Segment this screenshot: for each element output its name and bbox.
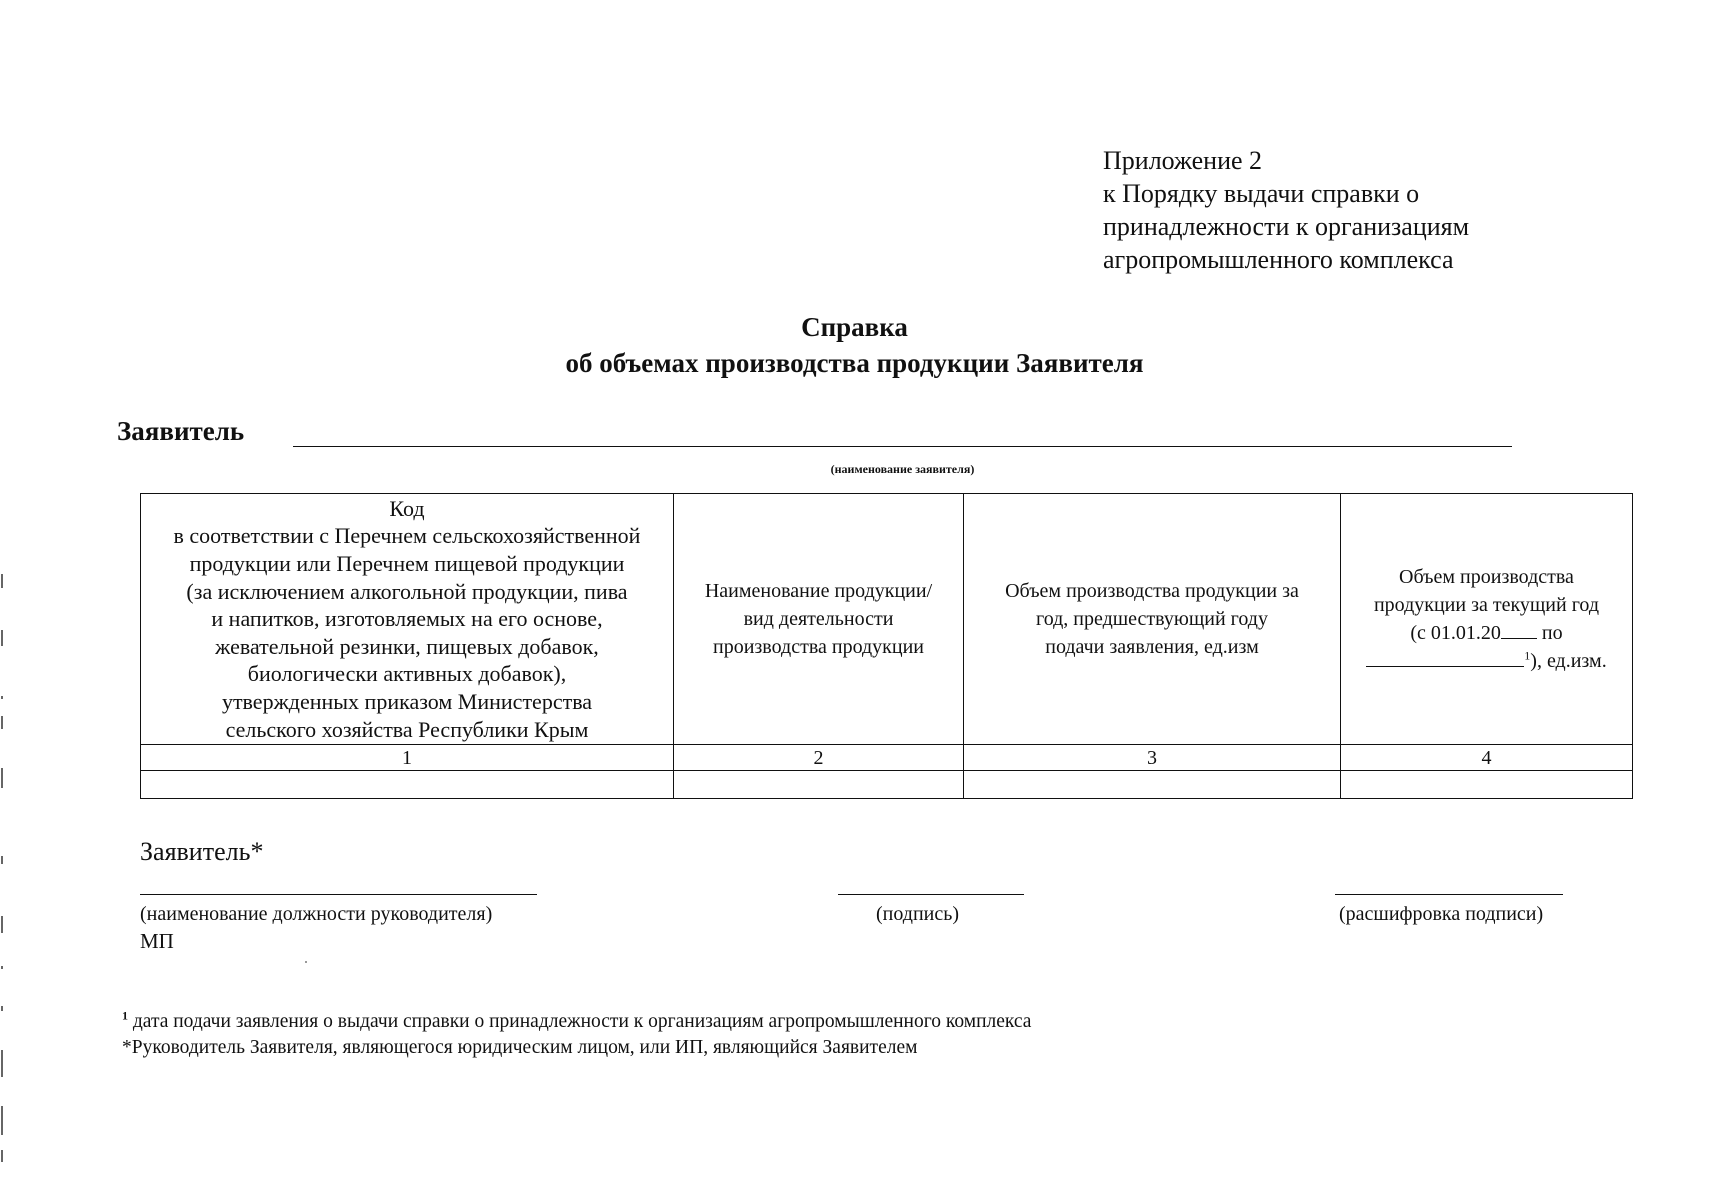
table-cell[interactable]: [674, 771, 964, 799]
table-header-row: [141, 494, 1633, 745]
footnote-marker: 1: [122, 1008, 128, 1023]
appendix-reference: [1103, 144, 1469, 276]
scan-mark: [1, 768, 3, 788]
scan-mark: [1, 1050, 3, 1077]
signatory-label: Заявитель*: [140, 837, 264, 866]
scan-mark: [1, 630, 3, 646]
table-cell[interactable]: [1341, 771, 1633, 799]
header-current-year-volume: Объем производства продукции за текущий год (с 01.01.20 по $^1$), ед.изм.: [1341, 494, 1633, 745]
applicant-name-field[interactable]: [293, 446, 1512, 447]
appendix-line: агропромышленного комплекса: [1103, 245, 1454, 274]
position-field[interactable]: [140, 894, 537, 895]
title-line: об объемах производства продукции Заявителя: [565, 348, 1144, 378]
scan-mark: [1, 856, 3, 864]
header-code: Код в соответствии с Перечнем сельскохозяйственной продукции или Перечнем пищевой продукции (за исключением алкогольной продукции, пива и напитков, изготовляемых на его основе, жевательной резинки, пищевых добавок, биологически активных добавок), утвержденных приказом Министерства сельского хозяйства Республики Крым: [141, 494, 674, 745]
appendix-line: принадлежности к организациям: [1103, 212, 1470, 241]
scan-dot: [305, 961, 307, 963]
column-number: 1: [141, 745, 674, 771]
column-number: 2: [674, 745, 964, 771]
table-row: [141, 771, 1633, 799]
scan-mark: [1, 966, 3, 969]
footnote-2: *Руководитель Заявителя, являющегося юридическим лицом, или ИП, являющийся Заявителем: [122, 1037, 918, 1058]
signature-field[interactable]: [838, 894, 1024, 895]
scan-mark: [1, 696, 3, 699]
title-line: Справка: [801, 312, 908, 342]
signature-caption: (подпись): [876, 903, 960, 925]
column-number: 3: [964, 745, 1341, 771]
scan-mark: [1, 916, 3, 933]
scan-mark: [1, 574, 3, 588]
position-caption: (наименование должности руководителя): [140, 903, 493, 925]
appendix-line: к Порядку выдачи справки о: [1103, 179, 1420, 208]
column-number-row: [141, 745, 1633, 771]
scan-mark: [1, 1006, 3, 1011]
document-title: [0, 309, 1709, 381]
header-product-name: Наименование продукции/ вид деятельности производства продукции: [674, 494, 964, 745]
production-volume-table: [140, 493, 1633, 799]
date-blank[interactable]: [1366, 666, 1524, 667]
applicant-label: Заявитель: [117, 416, 245, 446]
scan-mark: [1, 1106, 3, 1135]
footnote-1: [122, 1008, 1032, 1033]
applicant-caption: (наименование заявителя): [830, 462, 975, 476]
stamp-place-label: МП: [140, 929, 174, 953]
column-number: 4: [1341, 745, 1633, 771]
appendix-line: Приложение 2: [1103, 146, 1263, 175]
header-previous-year-volume: Объем производства продукции за год, предшествующий году подачи заявления, ед.изм: [964, 494, 1341, 745]
scan-mark: [1, 1150, 3, 1162]
table-cell[interactable]: [964, 771, 1341, 799]
year-blank[interactable]: [1501, 638, 1537, 639]
signature-decode-caption: (расшифровка подписи): [1339, 903, 1544, 925]
table-cell[interactable]: [141, 771, 674, 799]
scan-mark: [1, 716, 3, 729]
footnote-text: дата подачи заявления о выдачи справки о принадлежности к организациям агропромышленного комплекса: [128, 1011, 1032, 1032]
signature-decode-field[interactable]: [1335, 894, 1563, 895]
